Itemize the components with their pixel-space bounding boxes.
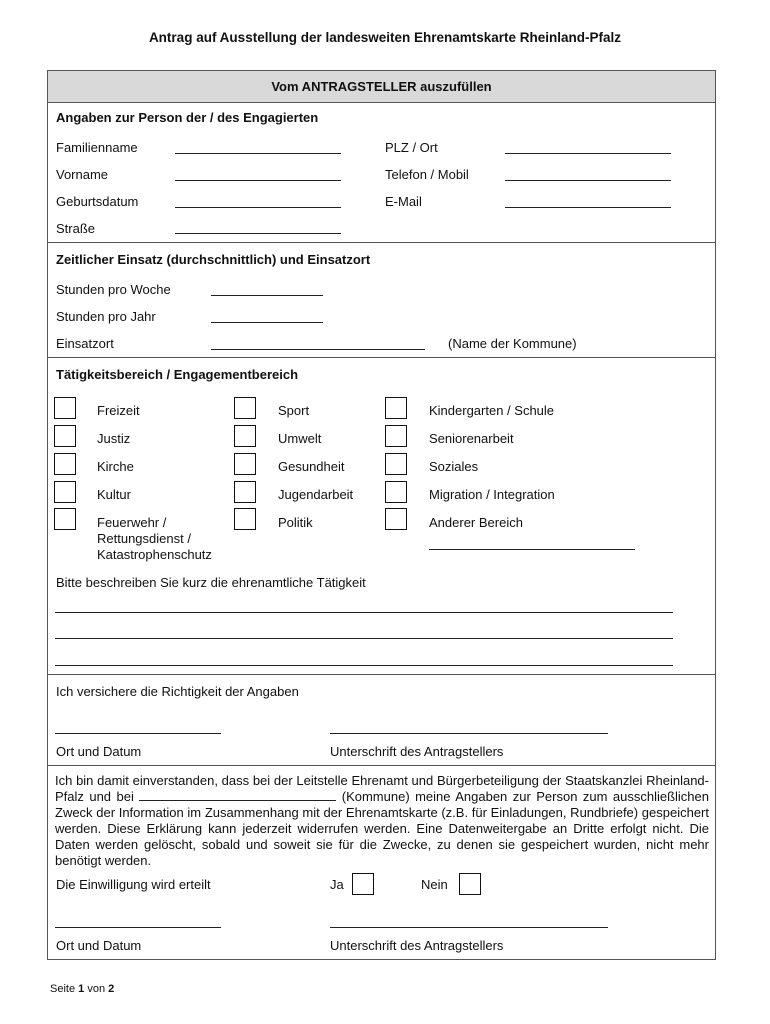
label-unterschrift: Unterschrift des Antragstellers — [330, 938, 504, 953]
checkbox-migration[interactable] — [385, 481, 407, 503]
hint-kommune: (Name der Kommune) — [448, 336, 577, 351]
option-label: Soziales — [429, 459, 479, 474]
line-email — [505, 207, 671, 208]
option-label: Feuerwehr / — [97, 515, 167, 530]
option-label: Kindergarten / Schule — [429, 403, 555, 418]
input-vorname[interactable] — [177, 163, 339, 179]
label-ja: Ja — [330, 877, 344, 892]
line-unterschrift-1 — [330, 733, 608, 734]
option-label: Gesundheit — [278, 459, 345, 474]
label-beschreibung: Bitte beschreiben Sie kurz die ehrenamtliche Tätigkeit — [56, 575, 366, 590]
einwilligung-text — [55, 773, 709, 869]
line-beschreibung-3 — [55, 665, 673, 666]
checkbox-seniorenarbeit[interactable] — [385, 425, 407, 447]
label-geburtsdatum: Geburtsdatum — [56, 194, 139, 209]
checkbox-freizeit[interactable] — [54, 397, 76, 419]
page-number — [50, 983, 114, 995]
page-current: 1 — [78, 983, 85, 995]
option-label-cont: Rettungsdienst / — [97, 531, 191, 546]
label-stunden-woche: Stunden pro Woche — [56, 282, 171, 297]
line-vorname — [175, 180, 341, 181]
divider — [48, 357, 715, 358]
input-ort-datum-2[interactable] — [57, 910, 219, 926]
checkbox-jugendarbeit[interactable] — [234, 481, 256, 503]
input-beschreibung-2[interactable] — [57, 621, 671, 637]
label-familienname: Familienname — [56, 140, 138, 155]
input-ort-datum-1[interactable] — [57, 716, 219, 732]
label-einsatzort: Einsatzort — [56, 336, 114, 351]
label-plz-ort: PLZ / Ort — [385, 140, 438, 155]
blank-kommune[interactable] — [139, 789, 336, 801]
label-stunden-jahr: Stunden pro Jahr — [56, 309, 156, 324]
option-label-cont: Katastrophenschutz — [97, 547, 212, 562]
versicherung-text: Ich versichere die Richtigkeit der Angaben — [56, 684, 299, 699]
label-ort-datum: Ort und Datum — [56, 744, 142, 759]
section-taetigkeit-heading: Tätigkeitsbereich / Engagementbereich — [56, 367, 299, 382]
divider — [48, 674, 715, 675]
input-stunden-jahr[interactable] — [213, 305, 321, 321]
label-unterschrift: Unterschrift des Antragstellers — [330, 744, 504, 759]
section-person-heading: Angaben zur Person der / des Engagierten — [56, 110, 319, 125]
option-label: Umwelt — [278, 431, 322, 446]
page-von: von — [87, 983, 106, 995]
option-label: Kultur — [97, 487, 131, 502]
checkbox-kultur[interactable] — [54, 481, 76, 503]
line-ort-datum-2 — [55, 927, 221, 928]
input-telefon[interactable] — [507, 163, 669, 179]
line-anderer-bereich — [429, 549, 635, 550]
checkbox-ja[interactable] — [352, 873, 374, 895]
input-beschreibung-3[interactable] — [57, 648, 671, 664]
line-strasse — [175, 233, 341, 234]
einwilligung-part1: Ich bin damit einverstanden, dass bei der Leitstelle Ehrenamt und Bürgerbeteiligung der Staatskanzlei Rheinland-Pfalz und bei — [55, 773, 709, 804]
checkbox-anderer-bereich[interactable] — [385, 508, 407, 530]
checkbox-feuerwehr[interactable] — [54, 508, 76, 530]
line-familienname — [175, 153, 341, 154]
line-stunden-woche — [211, 295, 323, 296]
option-label: Anderer Bereich — [429, 515, 523, 530]
form-header — [48, 71, 715, 103]
input-stunden-woche[interactable] — [213, 278, 321, 294]
checkbox-politik[interactable] — [234, 508, 256, 530]
input-anderer-bereich[interactable] — [431, 532, 633, 548]
form-title: Antrag auf Ausstellung der landesweiten Ehrenamtskarte Rheinland-Pfalz — [148, 30, 622, 45]
label-vorname: Vorname — [56, 167, 109, 182]
line-stunden-jahr — [211, 322, 323, 323]
label-telefon: Telefon / Mobil — [385, 167, 469, 182]
line-ort-datum-1 — [55, 733, 221, 734]
input-einsatzort[interactable] — [213, 332, 423, 348]
line-einsatzort — [211, 349, 425, 350]
line-unterschrift-2 — [330, 927, 608, 928]
option-label: Justiz — [97, 431, 131, 446]
input-geburtsdatum[interactable] — [177, 190, 339, 206]
option-label: Politik — [278, 515, 313, 530]
label-email: E-Mail — [385, 194, 422, 209]
checkbox-soziales[interactable] — [385, 453, 407, 475]
line-beschreibung-1 — [55, 612, 673, 613]
option-label: Migration / Integration — [429, 487, 555, 502]
section-einsatz-heading: Zeitlicher Einsatz (durchschnittlich) und Einsatzort — [56, 252, 371, 267]
input-beschreibung-1[interactable] — [57, 595, 671, 611]
checkbox-justiz[interactable] — [54, 425, 76, 447]
einwilligung-part2: (Kommune) meine Angaben zur Person zum ausschließlichen Zweck der Information im Zusammenhang mit der Ehrenamtskarte (z.B. für Einladungen, Rundbriefe) gespeichert werden. Diese Erklärung kann jederzeit widerrufen werden. Eine Datenweitergabe an Dritte erfolgt nicht. Die Daten werden gelöscht, sobald und soweit sie für die Zwecke, zu denen sie gespeichert wurden, nicht mehr benötigt werden. — [55, 789, 709, 868]
checkbox-kirche[interactable] — [54, 453, 76, 475]
checkbox-nein[interactable] — [459, 873, 481, 895]
option-label: Sport — [278, 403, 310, 418]
line-plz-ort — [505, 153, 671, 154]
label-einwilligung-erteilt: Die Einwilligung wird erteilt — [56, 877, 211, 892]
option-label: Seniorenarbeit — [429, 431, 514, 446]
form-header-label: Vom ANTRAGSTELLER auszufüllen — [271, 79, 492, 94]
input-familienname[interactable] — [177, 136, 339, 152]
divider — [48, 765, 715, 766]
page-seite: Seite — [50, 983, 76, 995]
line-telefon — [505, 180, 671, 181]
page-total: 2 — [108, 983, 115, 995]
checkbox-sport[interactable] — [234, 397, 256, 419]
checkbox-umwelt[interactable] — [234, 425, 256, 447]
label-strasse: Straße — [56, 221, 96, 236]
input-email[interactable] — [507, 190, 669, 206]
option-label: Jugendarbeit — [278, 487, 354, 502]
line-geburtsdatum — [175, 207, 341, 208]
option-label: Kirche — [97, 459, 134, 474]
label-ort-datum: Ort und Datum — [56, 938, 142, 953]
line-beschreibung-2 — [55, 638, 673, 639]
input-strasse[interactable] — [177, 216, 339, 232]
divider — [48, 242, 715, 243]
option-label: Freizeit — [97, 403, 140, 418]
checkbox-kindergarten[interactable] — [385, 397, 407, 419]
label-nein: Nein — [421, 877, 448, 892]
input-plz-ort[interactable] — [507, 136, 669, 152]
checkbox-gesundheit[interactable] — [234, 453, 256, 475]
